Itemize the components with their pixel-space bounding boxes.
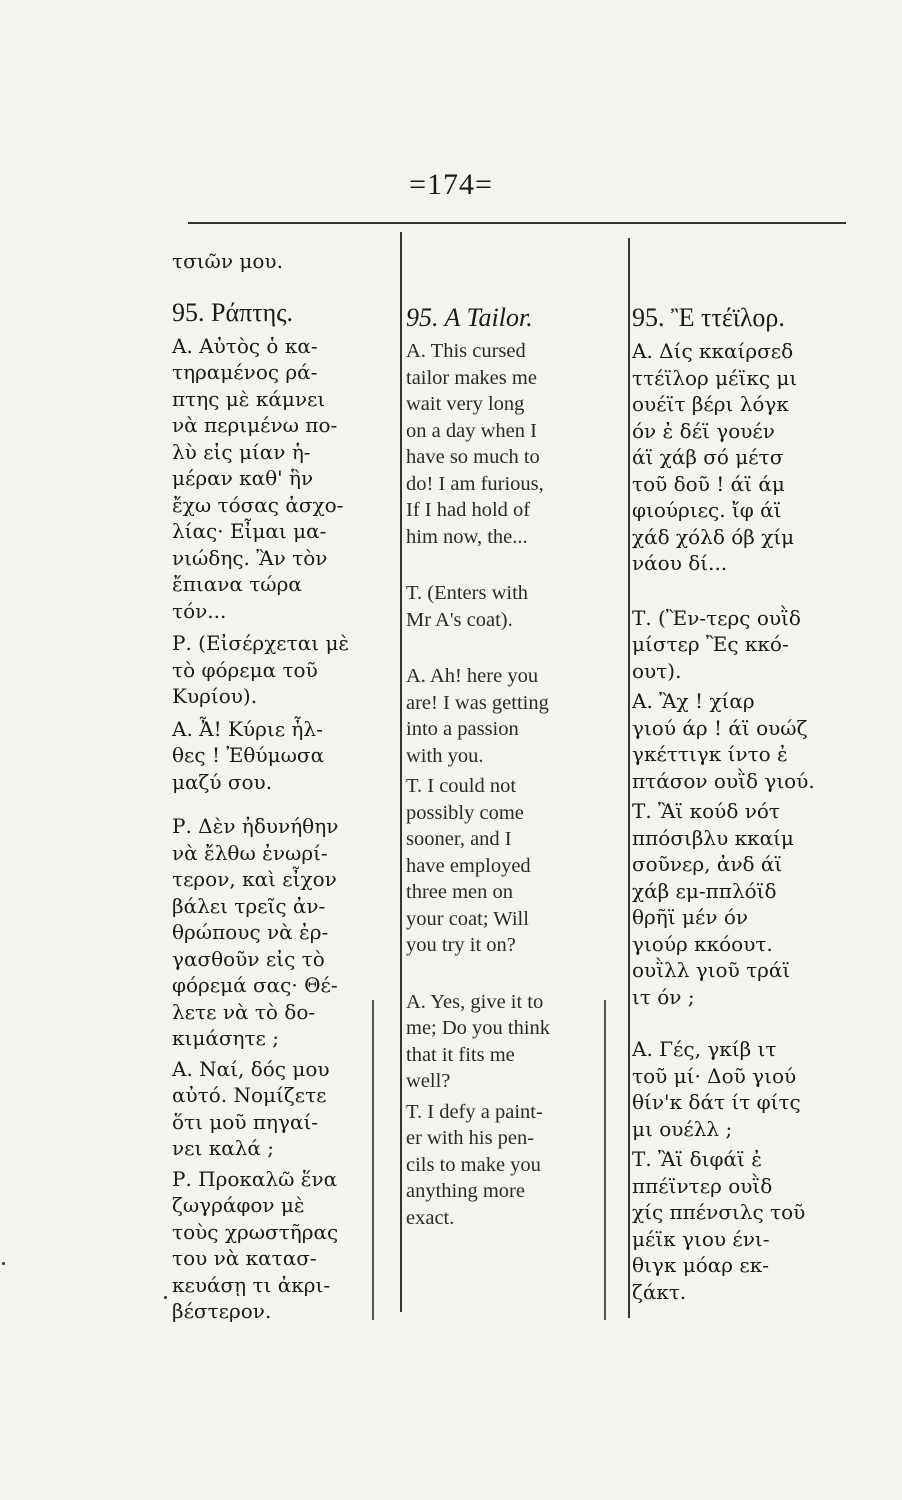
transliteration-line: γιούρ κκόουτ. — [632, 931, 773, 956]
column-divider-right — [628, 238, 630, 1318]
transliteration-line: μι ουέλλ ; — [632, 1116, 733, 1141]
transliteration-column — [632, 298, 844, 1305]
english-line: possibly come — [406, 801, 524, 824]
greek-line: Ρ. (Εἰσέρχεται μὲ — [172, 631, 350, 655]
greek-line: τόν... — [172, 598, 227, 623]
page-number: =174= — [409, 168, 493, 201]
print-speck — [2, 1262, 5, 1265]
greek-column — [172, 248, 394, 1325]
transliteration-line: ουτ). — [632, 658, 682, 683]
english-dialogue-block — [406, 338, 614, 550]
english-line: wait very long — [406, 393, 525, 415]
transliteration-blocks — [632, 338, 844, 1305]
transliteration-line: Τ. (Ἒν-τερς ουῒδ — [632, 605, 801, 630]
greek-line: μαζύ σου. — [172, 769, 273, 794]
header-rule — [188, 222, 846, 224]
greek-line: τοὺς χρωστῆρας — [172, 1219, 339, 1244]
english-line: tailor makes me — [406, 366, 537, 389]
print-speck — [164, 1296, 167, 1299]
english-line: are! I was getting — [406, 691, 549, 714]
english-line: do! I am furious, — [406, 472, 544, 495]
transliteration-line: μέϊκ γιου ένι- — [632, 1226, 770, 1251]
greek-carryover: τσιῶν μου. — [172, 249, 283, 273]
transliteration-line: Α. Γές, γκίβ ιτ — [632, 1037, 777, 1061]
transliteration-line: θιγκ μόαρ εκ- — [632, 1253, 769, 1277]
greek-blocks — [172, 333, 394, 1325]
transliteration-line: πτάσον ουῒδ γιού. — [632, 768, 815, 793]
english-line: T. I could not — [406, 775, 517, 797]
transliteration-dialogue-block — [632, 605, 844, 685]
transliteration-line: φιούριες. ἴφ άϊ — [632, 498, 782, 522]
greek-line: αὐτό. Νομίζετε — [172, 1083, 327, 1107]
transliteration-line: ουῒλλ γιοῦ τράϊ — [632, 958, 791, 982]
greek-line: βέστερον. — [172, 1299, 272, 1323]
english-line: A. Ah! here you — [406, 665, 539, 687]
greek-line: Κυρίου). — [172, 684, 258, 708]
greek-dialogue-block — [172, 813, 394, 1052]
greek-dialogue-block — [172, 333, 394, 625]
english-dialogue-block — [406, 1099, 614, 1232]
transliteration-line: γιού άρ ! άϊ ουώζ — [632, 715, 808, 740]
greek-line: πτης μὲ κάμνει — [172, 386, 326, 411]
transliteration-dialogue-block — [632, 1146, 844, 1305]
greek-line: λὺ εἰς μίαν ἡ- — [172, 439, 311, 464]
english-line: have so much to — [406, 446, 540, 468]
greek-line: θες ! Ἐθύμωσα — [172, 743, 325, 767]
english-line: on a day when I — [406, 419, 537, 442]
greek-line: μέραν καθ' ἣν — [172, 466, 314, 490]
greek-line: Ρ. Προκαλῶ ἕνα — [172, 1166, 338, 1191]
english-line: er with his pen- — [406, 1127, 535, 1149]
english-line: you try it on? — [406, 934, 516, 956]
greek-line: ἔχω τόσας ἀσχο- — [172, 492, 344, 517]
greek-line: του νὰ κατασ- — [172, 1246, 317, 1270]
transliteration-dialogue-block — [632, 688, 844, 794]
greek-line: θρώπους νὰ ἐρ- — [172, 920, 329, 944]
english-dialogue-block — [406, 663, 614, 769]
english-line: your coat; Will — [406, 907, 529, 930]
english-line: A. Yes, give it to — [406, 990, 544, 1013]
transliteration-line: Α. Δίς κκαίρσεδ — [632, 339, 794, 363]
english-dialogue-block — [406, 580, 614, 633]
english-line: him now, the... — [406, 525, 528, 548]
transliteration-line: σοῦνερ, ἀνδ άϊ — [632, 852, 783, 876]
greek-line: κευάσῃ τι ἀκρι- — [172, 1272, 331, 1297]
greek-line: ζωγράφον μὲ — [172, 1193, 305, 1217]
english-line: me; Do you think — [406, 1017, 551, 1039]
transliteration-line: γκέττιγκ ίντο ἐ — [632, 742, 788, 766]
english-heading: 95. A Tailor. — [406, 303, 533, 332]
transliteration-line: χίς ππένσιλς τοῦ — [632, 1200, 806, 1224]
greek-line: Α. Ἆ! Κύριε ἦλ- — [172, 716, 323, 741]
english-line: well? — [406, 1070, 451, 1092]
english-blocks — [406, 338, 614, 1231]
transliteration-dialogue-block — [632, 1036, 844, 1142]
transliteration-line: ιτ όν ; — [632, 984, 695, 1009]
greek-line: Α. Ναί, δός μου — [172, 1056, 330, 1081]
transliteration-line: Τ. Ἂϊ διφάϊ ἐ — [632, 1147, 762, 1171]
english-line: with you. — [406, 744, 484, 767]
transliteration-line: τοῦ μί· Δοῦ γιού — [632, 1063, 797, 1088]
transliteration-line: θρῆϊ μέν όν — [632, 905, 749, 929]
transliteration-line: Α. Ἂχ ! χίαρ — [632, 689, 755, 713]
english-line: have employed — [406, 854, 531, 877]
english-line: A. This cursed — [406, 340, 526, 362]
greek-line: νει καλά ; — [172, 1136, 275, 1160]
greek-line: νὰ ἔλθω ἐνωρί- — [172, 840, 328, 865]
english-line: into a passion — [406, 718, 519, 740]
transliteration-dialogue-block — [632, 798, 844, 1010]
english-line: If I had hold of — [406, 499, 531, 521]
greek-line: Ρ. Δὲν ἠδυνήθην — [172, 814, 339, 838]
greek-line: τηραμένος ρά- — [172, 360, 318, 384]
transliteration-line: όν ἐ δέϊ γουέν — [632, 418, 775, 443]
greek-heading: 95. Ράπτης. — [172, 297, 294, 327]
greek-line: τερον, καὶ εἶχον — [172, 867, 337, 891]
english-column — [406, 298, 614, 1231]
english-line: that it fits me — [406, 1043, 515, 1066]
transliteration-line: ττέϊλορ μέϊκς μι — [632, 365, 798, 390]
transliteration-line: νάου δί... — [632, 551, 728, 575]
greek-dialogue-block — [172, 1166, 394, 1325]
transliteration-dialogue-block — [632, 338, 844, 577]
greek-line: Α. Αὐτὸς ὁ κα- — [172, 333, 318, 358]
transliteration-heading: 95. Ἒ ττέϊλορ. — [632, 303, 785, 332]
greek-line: γασθοῦν εἰς τὸ — [172, 946, 325, 971]
greek-line: τὸ φόρεμα τοῦ — [172, 657, 318, 682]
english-line: exact. — [406, 1206, 455, 1229]
transliteration-line: χάβ εμ-ππλόϊδ — [632, 878, 777, 903]
greek-line: νὰ περιμένω πο- — [172, 413, 338, 437]
english-line: anything more — [406, 1180, 525, 1202]
transliteration-line: τοῦ δοῦ ! άϊ άμ — [632, 471, 785, 496]
english-dialogue-block — [406, 773, 614, 959]
greek-dialogue-block — [172, 716, 394, 796]
greek-line: ὅτι μοῦ πηγαί- — [172, 1109, 319, 1134]
greek-line: λίας· Εἶμαι μα- — [172, 519, 327, 543]
greek-line: νιώδης. Ἂν τὸν — [172, 545, 328, 570]
transliteration-line: μίστερ Ἒς κκό- — [632, 632, 789, 656]
english-line: T. (Enters with — [406, 582, 529, 604]
transliteration-line: Τ. Ἂϊ κούδ νότ — [632, 799, 780, 823]
greek-line: λετε νὰ τὸ δο- — [172, 999, 316, 1024]
greek-line: βάλει τρεῖς ἀν- — [172, 893, 326, 918]
transliteration-line: ππέϊντερ ουῒδ — [632, 1173, 773, 1198]
english-line: sooner, and I — [406, 828, 512, 850]
column-divider-left — [400, 232, 402, 1312]
greek-dialogue-block — [172, 630, 394, 710]
greek-line: φόρεμά σας· Θέ- — [172, 973, 338, 997]
english-dialogue-block — [406, 989, 614, 1095]
transliteration-line: θίν'κ δάτ ίτ φίτς — [632, 1090, 801, 1114]
greek-line: κιμάσητε ; — [172, 1026, 280, 1050]
transliteration-line: άϊ χάβ σό μέτσ — [632, 445, 784, 469]
greek-dialogue-block — [172, 1056, 394, 1162]
transliteration-line: ππόσιβλυ κκαίμ — [632, 825, 794, 850]
transliteration-line: ουέϊτ βέρι λόγκ — [632, 392, 789, 416]
english-line: T. I defy a paint- — [406, 1100, 543, 1123]
english-line: Mr A's coat). — [406, 608, 513, 631]
greek-line: ἔπιανα τώρα — [172, 572, 302, 596]
english-line: three men on — [406, 881, 514, 903]
transliteration-line: ζάκτ. — [632, 1279, 687, 1304]
english-line: cils to make you — [406, 1153, 541, 1176]
transliteration-line: χάδ χόλδ όβ χίμ — [632, 524, 795, 549]
